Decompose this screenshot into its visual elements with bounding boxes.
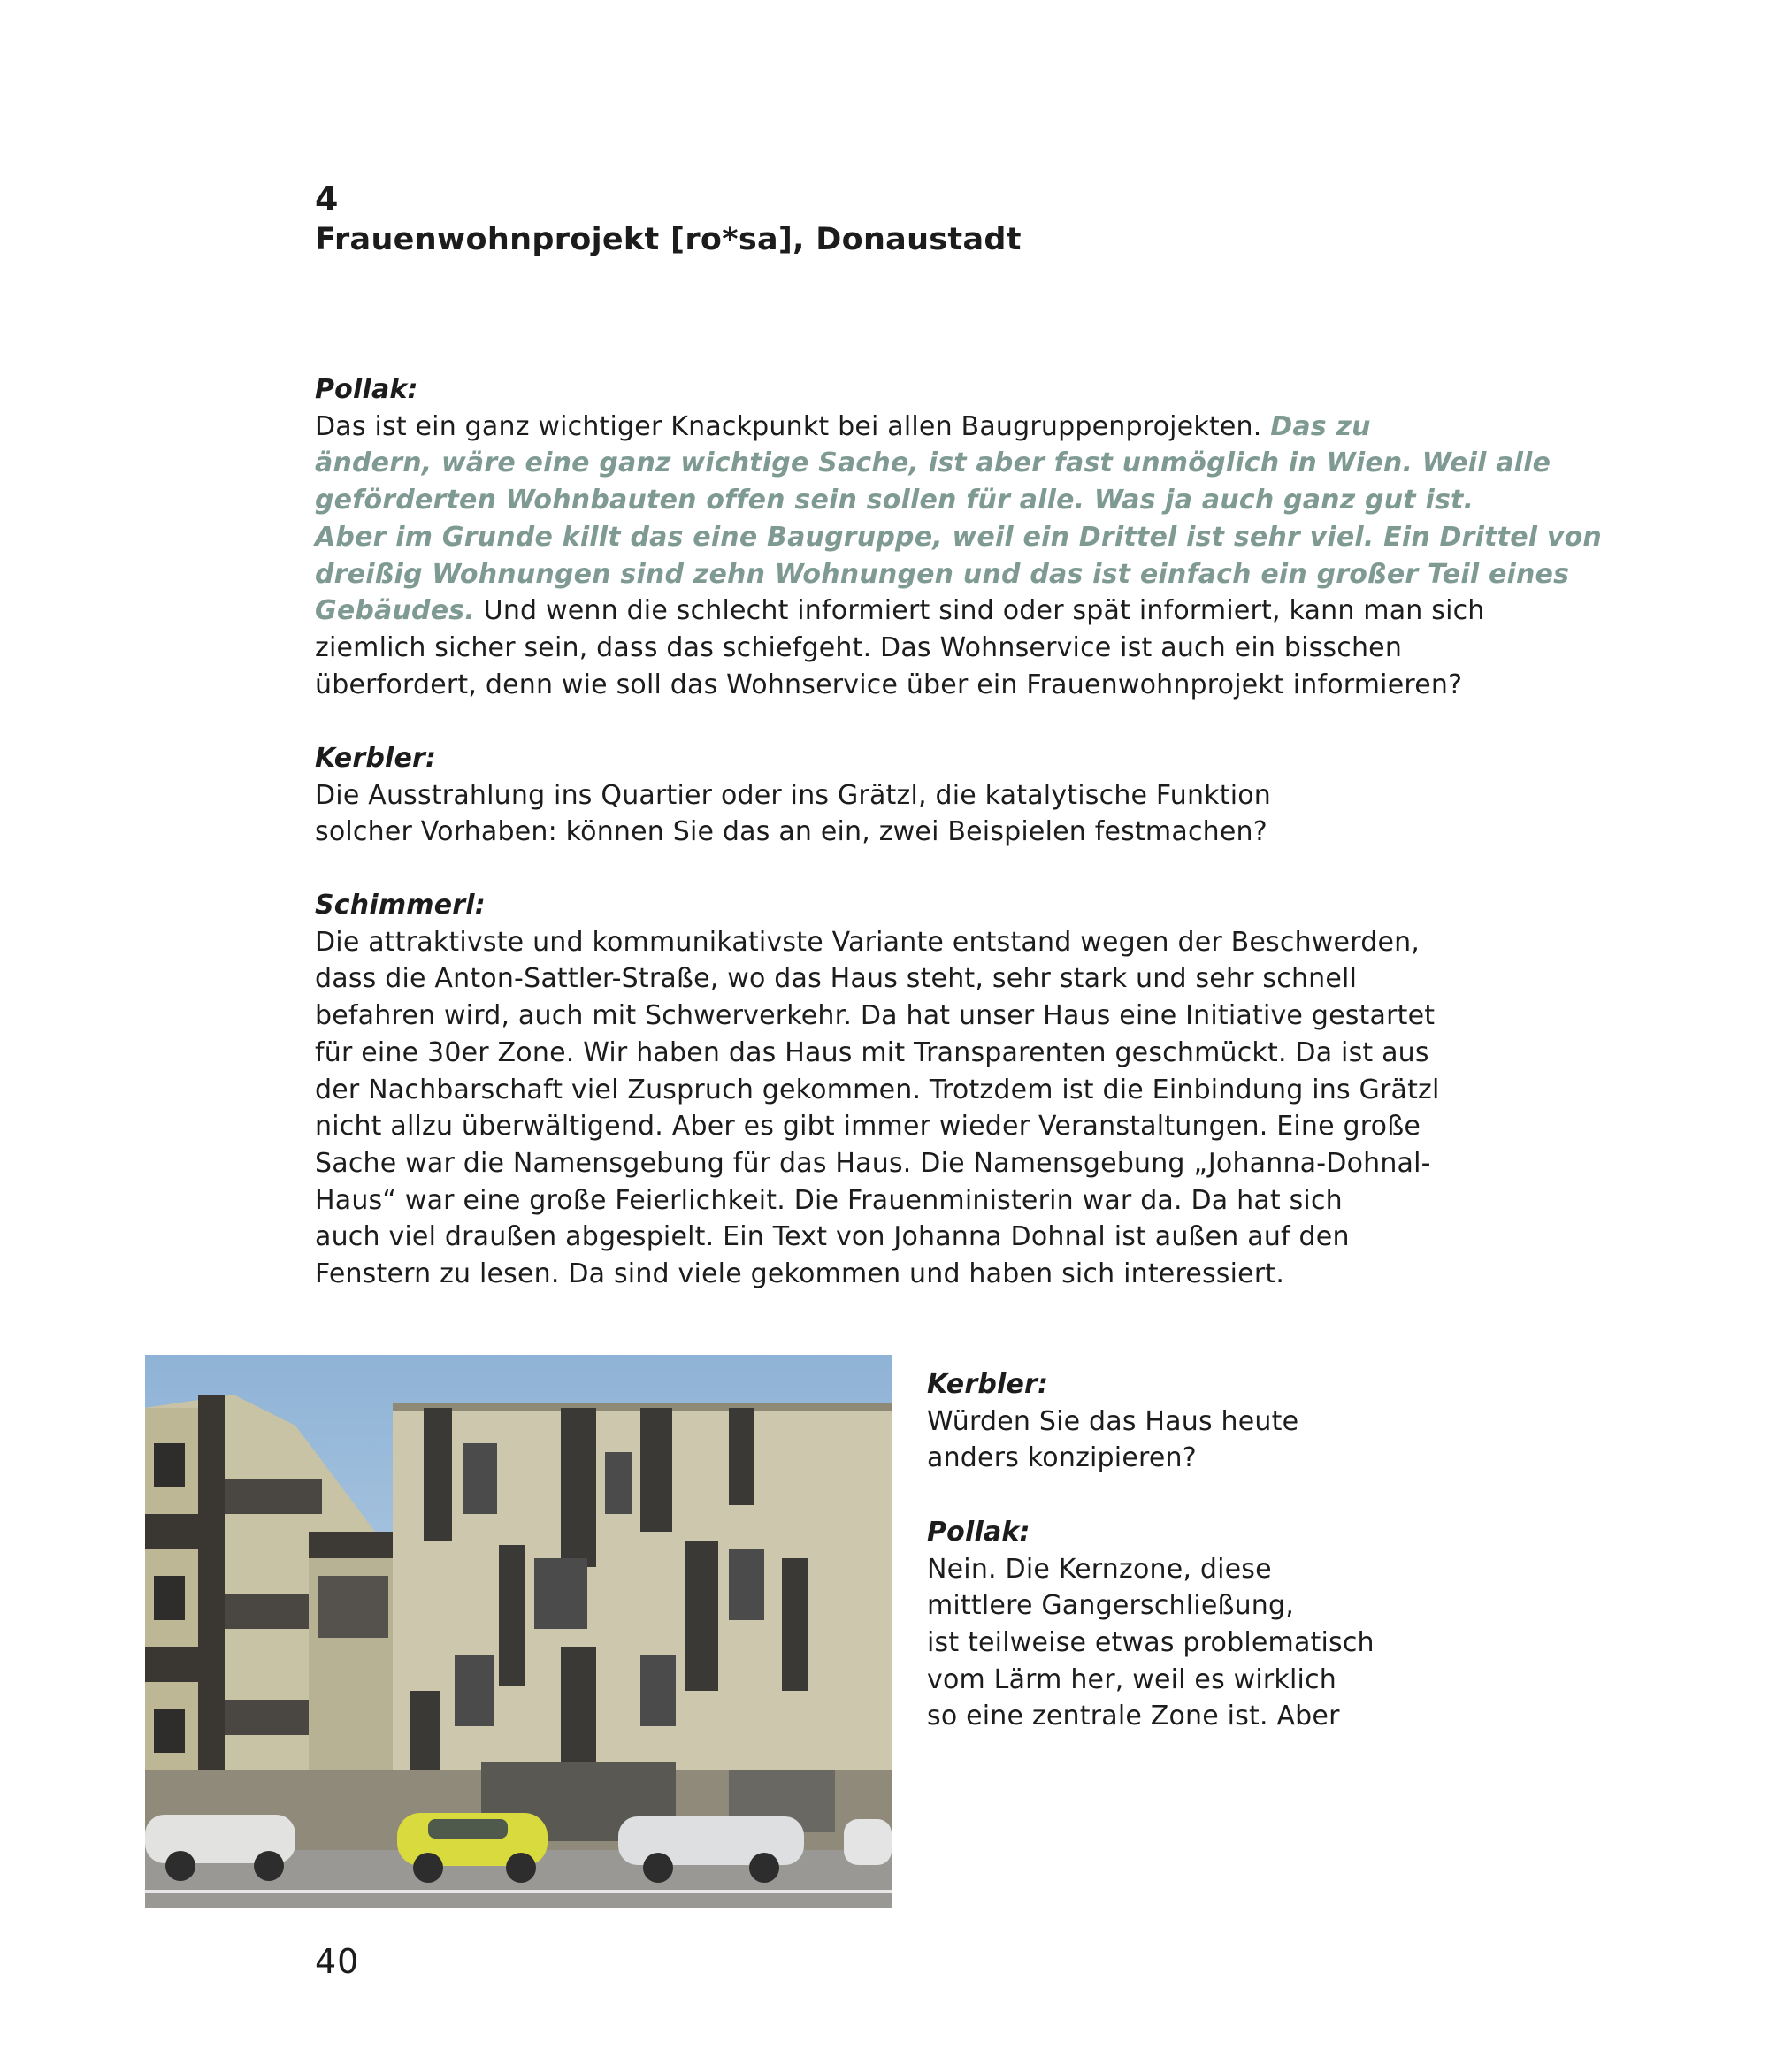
text-line: befahren wird, auch mit Schwerverkehr. Da hat unser Haus eine Initiative gestartet	[315, 1000, 1436, 1032]
text-line: Nein. Die Kernzone, diese	[927, 1553, 1272, 1585]
speaker-label: Kerbler:	[315, 743, 437, 774]
text-line	[315, 667, 1465, 704]
highlighted-text: dreißig Wohnungen sind zehn Wohnungen und das ist einfach ein großer Teil eines	[315, 558, 1570, 590]
chapter-title: Frauenwohnprojekt [ro*sa], Donaustadt	[315, 222, 1022, 257]
text-line	[315, 556, 1570, 593]
highlighted-text: Das zu	[1270, 410, 1371, 442]
text-line	[315, 409, 1465, 446]
text-line: nicht allzu überwältigend. Aber es gibt immer wieder Veranstaltungen. Eine große	[315, 1111, 1421, 1143]
highlighted-text: Aber im Grunde killt das eine Baugruppe, weil ein Drittel ist sehr viel. Ein Drittel von	[315, 521, 1602, 553]
text-line: vom Lärm her, weil es wirklich	[927, 1663, 1336, 1695]
sidebar-dialogue	[927, 1366, 1422, 1735]
text-line: der Nachbarschaft viel Zuspruch gekommen. Trotzdem ist die Einbindung ins Grätzl	[315, 1074, 1440, 1105]
text-line: ist teilweise etwas problematisch	[927, 1626, 1375, 1658]
paragraph	[315, 409, 1602, 704]
text-line	[315, 519, 1602, 556]
text-line	[315, 630, 1465, 667]
text-line: anders konzipieren?	[927, 1442, 1197, 1474]
section-schimmerl	[315, 887, 1465, 1293]
text-line	[315, 445, 1551, 482]
text-line: Haus“ war eine große Feierlichkeit. Die Frauenministerin war da. Da hat sich	[315, 1184, 1343, 1216]
text-segment: Das ist ein ganz wichtiger Knackpunkt bei allen Baugruppenprojekten.	[315, 410, 1271, 442]
highlighted-text: ändern, wäre eine ganz wichtige Sache, ist aber fast unmöglich in Wien. Weil alle	[315, 447, 1551, 479]
text-line: solcher Vorhaben: können Sie das an ein, zwei Beispielen festmachen?	[315, 816, 1267, 848]
text-line: mittlere Gangerschließung,	[927, 1590, 1294, 1622]
text-line: Würden Sie das Haus heute	[927, 1405, 1299, 1437]
text-line: Sache war die Namensgebung für das Haus. Die Namensgebung „Johanna-Dohnal-	[315, 1147, 1431, 1179]
text-segment: Und wenn die schlecht informiert sind oder spät informiert, kann man sich	[474, 595, 1485, 627]
text-line: so eine zentrale Zone ist. Aber	[927, 1701, 1340, 1732]
text-line: Die attraktivste und kommunikativste Variante entstand wegen der Beschwerden,	[315, 926, 1421, 958]
speaker-label: Kerbler:	[927, 1369, 1049, 1400]
speaker-label: Schimmerl:	[315, 890, 486, 921]
text-line: Fenstern zu lesen. Da sind viele gekommen und haben sich interessiert.	[315, 1258, 1285, 1290]
text-line: dass die Anton-Sattler-Straße, wo das Haus steht, sehr stark und sehr schnell	[315, 963, 1358, 995]
text-segment: überfordert, denn wie soll das Wohnservice über ein Frauenwohnprojekt informieren?	[315, 669, 1463, 700]
spacer	[927, 1477, 1422, 1514]
building-photo	[145, 1355, 892, 1908]
text-line: für eine 30er Zone. Wir haben das Haus mit Transparenten geschmückt. Da ist aus	[315, 1036, 1429, 1068]
text-line: Die Ausstrahlung ins Quartier oder ins Grätzl, die katalytische Funktion	[315, 779, 1272, 811]
section-pollak-1	[315, 371, 1602, 703]
text-segment: ziemlich sicher sein, dass das schiefgeht. Das Wohnservice ist auch ein bisschen	[315, 631, 1403, 663]
page-number: 40	[315, 1942, 360, 1981]
chapter-number: 4	[315, 180, 339, 218]
highlighted-text: Gebäudes.	[315, 595, 475, 627]
text-line	[315, 593, 1485, 630]
text-line: auch viel draußen abgespielt. Ein Text von Johanna Dohnal ist außen auf den	[315, 1221, 1350, 1253]
speaker-label: Pollak:	[315, 374, 418, 405]
speaker-label: Pollak:	[927, 1516, 1030, 1548]
highlighted-text: geförderten Wohnbauten offen sein sollen für alle. Was ja auch ganz gut ist.	[315, 485, 1474, 516]
text-line	[315, 482, 1474, 519]
section-kerbler-1	[315, 740, 1465, 851]
